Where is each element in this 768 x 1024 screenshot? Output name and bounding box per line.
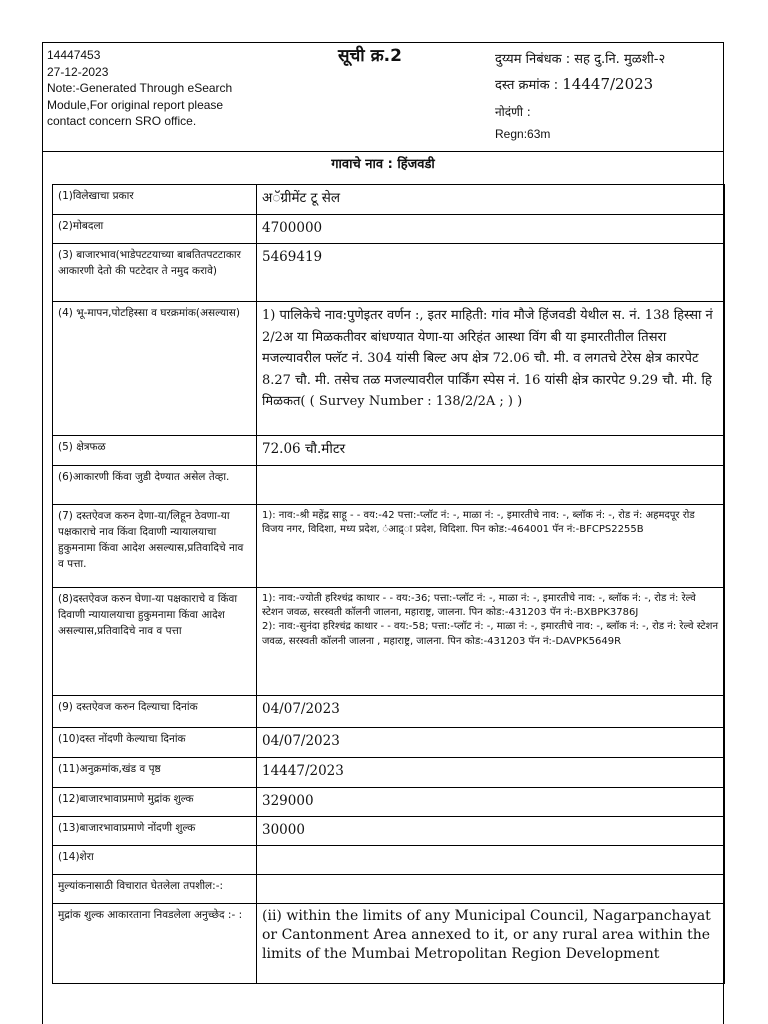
row-value: (ii) within the limits of any Municipal Council, Nagarpanchayat or Cantonment Area annexed to it, or any rural area within the limits of the Mumbai Metropolitan Region Development [257,904,725,984]
row-label: (5) क्षेत्रफळ [53,436,257,466]
table-row [53,436,725,466]
row-value: 329000 [257,788,725,817]
row-label: (6)आकारणी किंवा जुडी देण्यात असेल तेव्हा. [53,466,257,505]
row-label: मुल्यांकनासाठी विचारात घेतलेला तपशील:-: [53,875,257,904]
sub-registrar-office: दुय्यम निबंधक : सह दु.नि. मुळशी-२ [495,52,666,67]
table-row [53,788,725,817]
row-label: मुद्रांक शुल्क आकारताना निवडलेला अनुच्छेद :- : [53,904,257,984]
row-label: (8)दस्तऐवज करुन घेणा-या पक्षकाराचे व किंवा दिवाणी न्यायालयाचा हुकुमनामा किंवा आदेश असल्यास,प्रतिवादिचे नाव व पत्ता [53,588,257,696]
document-header [43,43,723,152]
row-label: (1)विलेखाचा प्रकार [53,185,257,215]
row-label: (4) भू-मापन,पोटहिस्सा व घरक्रमांक(असल्यास) [53,302,257,436]
row-value: 04/07/2023 [257,696,725,728]
row-label: (3) बाजारभाव(भाडेपटटयाच्या बाबतितपटटाकार आकारणी देतो की पटटेदार ते नमुद करावे) [53,244,257,302]
row-value: 72.06 चौ.मीटर [257,436,725,466]
document-number [495,75,653,93]
row-label: (14)शेरा [53,846,257,875]
row-label: (13)बाजारभावाप्रमाणे नोंदणी शुल्क [53,817,257,846]
document-page [42,42,724,1024]
row-value: 5469419 [257,244,725,302]
row-label: (12)बाजारभावाप्रमाणे मुद्रांक शुल्क [53,788,257,817]
registration-code: Regn:63m [495,127,551,141]
table-row [53,696,725,728]
document-number-label: दस्त क्रमांक : [495,78,563,93]
row-value: अॅग्रीमेंट टू सेल [257,185,725,215]
village-name: गावाचे नाव : हिंजवडी [331,157,435,172]
header-meta [47,47,267,130]
document-id: 14447453 [47,48,101,62]
table-row [53,817,725,846]
generation-note: Note:-Generated Through eSearch Module,For original report please contact concern SRO office. [47,81,233,128]
row-value [257,466,725,505]
row-label: (9) दस्तऐवज करुन दिल्याचा दिनांक [53,696,257,728]
table-row [53,244,725,302]
row-value: 30000 [257,817,725,846]
table-row [53,758,725,788]
registration-label: नोदंणी : [495,105,531,119]
row-value: 4700000 [257,215,725,244]
row-label: (7) दस्तऐवज करुन देणा-या/लिहून ठेवणा-या पक्षकाराचे नाव किंवा दिवाणी न्यायालयाचा हुकुमनामा किंवा आदेश असल्यास,प्रतिवादिचे नाव व पत्ता. [53,505,257,588]
table-row [53,215,725,244]
row-value: 04/07/2023 [257,728,725,758]
page-title: सूची क्र.2 [338,46,402,66]
row-value: 14447/2023 [257,758,725,788]
row-value [257,846,725,875]
row-value: 1): नाव:-श्री महेंद्र साहू - - वय:-42 पत्ता:-प्लॉट नं: -, माळा नं: -, इमारतीचे नाव: -, ब्लॉक नं: -, रोड नं: अहमदपूर रोड विजय नगर, विदिशा, मध्य प्रदेश, ंआद्र्ा प्रदेश, विदिशा. पिन कोड:-464001 पॅन नं:-BFCPS2255B [257,505,725,588]
table-row [53,185,725,215]
row-label: (10)दस्त नोंदणी केल्याचा दिनांक [53,728,257,758]
row-value: 1) पालिकेचे नाव:पुणेइतर वर्णन :, इतर माहिती: गांव मौजे हिंजवडी येथील स. नं. 138 हिस्सा नं 2/2अ या मिळकतीवर बांधण्यात येणा-या अरिहंत आस्था विंग बी या इमारतीतील तिसरा मजल्यावरील फ्लॅट नं. 304 यांसी बिल्ट अप क्षेत्र 72.06 चौ. मी. व लगतचे टेरेस क्षेत्र कारपेट 8.27 चौ. मी. तसेच तळ मजल्यावरील पार्किंग स्पेस नं. 16 यांसी क्षेत्र कारपेट 9.29 चौ. मी. हि मिळकत( ( Survey Number : 138/2/2A ; ) ) [257,302,725,436]
row-label: (11)अनुक्रमांक,खंड व पृष्ठ [53,758,257,788]
table-row [53,505,725,588]
table-row [53,466,725,505]
document-date: 27-12-2023 [47,64,109,79]
row-value: 1): नाव:-ज्योती हरिश्चंद्र काथार - - वय:-36; पत्ता:-प्लॉट नं: -, माळा नं: -, इमारतीचे नाव: -, ब्लॉक नं: -, रोड नं: रेल्वे स्टेशन जवळ, सरस्वती कॉलनी जालना, महाराष्ट्र, जालना. पिन कोड:-431203 पॅन नं:-BXBPK3786J 2): नाव:-सुनंदा हरिश्चंद्र काथार - - वय:-58; पत्ता:-प्लॉट नं: -, माळा नं: -, इमारतीचे नाव: -, ब्लॉक नं: -, रोड नं: रेल्वे स्टेशन जवळ, सरस्वती कॉलनी जालना , महाराष्ट्र, जालना. पिन कोड:-431203 पॅन नं:-DAVPK5649R [257,588,725,696]
row-label: (2)मोबदला [53,215,257,244]
details-table [52,184,725,984]
table-row [53,875,725,904]
table-row [53,588,725,696]
row-value [257,875,725,904]
table-row [53,302,725,436]
table-row [53,904,725,984]
table-row [53,846,725,875]
table-row [53,728,725,758]
document-number-value: 14447/2023 [562,75,654,93]
